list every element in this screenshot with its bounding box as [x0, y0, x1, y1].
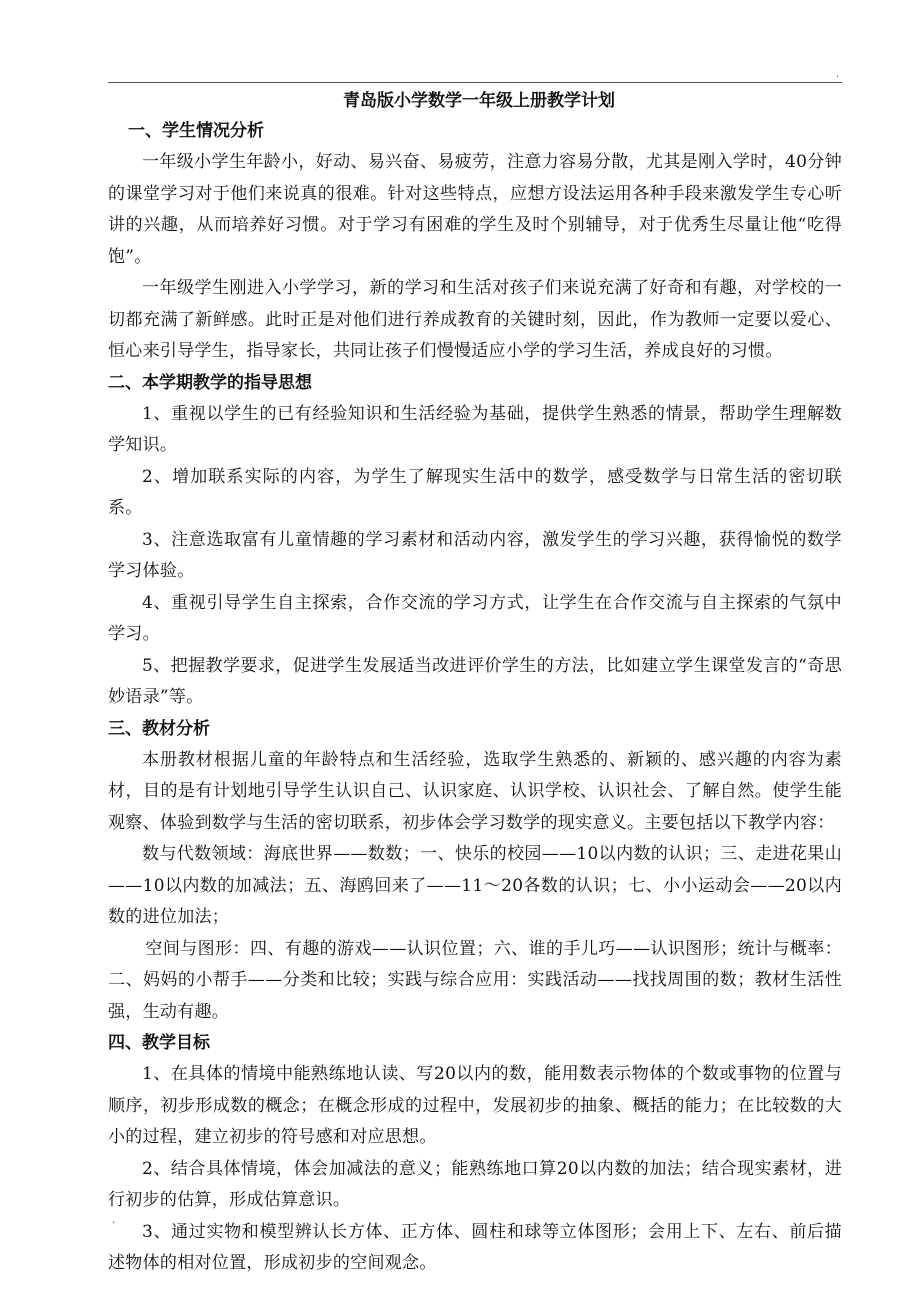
paragraph: 一年级学生刚进入小学学习，新的学习和生活对孩子们来说充满了好奇和有趣，对学校的一切都充满了新鲜感。此时正是对他们进行养成教育的关键时刻，因此，作为教师一定要以爱心、恒心来引导学生，指导家长，共同让孩子们慢慢适应小学的学习生活，养成良好的习惯。 — [108, 278, 842, 361]
paragraph: 1、重视以学生的已有经验知识和生活经验为基础，提供学生熟悉的情景，帮助学生理解数学知识。 — [108, 403, 842, 455]
paragraph: 本册教材根据儿童的年龄特点和生活经验，选取学生熟悉的、新颖的、感兴趣的内容为素材，目的是有计划地引导学生认识自己、认识家庭、认识学校、认识社会、了解自然。使学生能观察、体验到数学与生活的密切联系，初步体会学习数学的现实意义。主要包括以下教学内容： — [108, 749, 842, 833]
paragraph: 2、增加联系实际的内容，为学生了解现实生活中的数学，感受数学与日常生活的密切联系。 — [108, 466, 842, 518]
paragraph: 数与代数领域：海底世界——数数；一、快乐的校园——10以内数的认识；三、走进花果山——10以内数的加减法；五、海鸥回来了——11～20各数的认识；七、小小运动会——20以内数的进位加法； — [108, 844, 842, 927]
paragraph: 1、在具体的情境中能熟练地认读、写20以内的数，能用数表示物体的个数或事物的位置与顺序，初步形成数的概念；在概念形成的过程中，发展初步的抽象、概括的能力；在比较数的大小的过程，建立初步的符号感和对应思想。 — [108, 1064, 842, 1147]
document-page — [108, 86, 842, 1280]
paragraph: 3、通过实物和模型辨认长方体、正方体、圆柱和球等立体图形；会用上下、左右、前后描述物体的相对位置，形成初步的空间观念。 — [108, 1221, 842, 1273]
section-heading-1: 一、学生情况分析 — [128, 121, 264, 141]
paragraph: 空间与图形：四、有趣的游戏——认识位置；六、谁的手儿巧——认识图形；统计与概率：二、妈妈的小帮手——分类和比较；实践与综合应用：实践活动——找找周围的数；教材生活性强，生动有趣。 — [108, 938, 842, 1022]
paragraph: 5、把握教学要求，促进学生发展适当改进评价学生的方法，比如建立学生课堂发言的“奇思妙语录”等。 — [108, 655, 842, 707]
section-heading-4: 四、教学目标 — [108, 1033, 210, 1053]
paragraph: 3、注意选取富有儿童情趣的学习素材和活动内容，激发学生的学习兴趣，获得愉悦的数学学习体验。 — [108, 529, 842, 581]
header-dot-mark: . — [836, 69, 840, 80]
paragraph: 4、重视引导学生自主探索，合作交流的学习方式，让学生在合作交流与自主探索的气氛中学习。 — [108, 592, 842, 644]
document-title: 青岛版小学数学一年级上册教学计划 — [343, 91, 615, 111]
footer-dot-mark: . — [112, 1215, 116, 1226]
section-heading-2: 二、本学期教学的指导思想 — [108, 372, 312, 393]
header-rule — [108, 82, 842, 83]
paragraph: 一年级小学生年龄小，好动、易兴奋、易疲劳，注意力容易分散，尤其是刚入学时，40分钟的课堂学习对于他们来说真的很难。针对这些特点，应想方设法运用各种手段来激发学生专心听讲的兴趣，从而培养好习惯。对于学习有困难的学生及时个别辅导，对于优秀生尽量让他“吃得饱”。 — [108, 152, 842, 267]
section-heading-3: 三、教材分析 — [108, 718, 210, 739]
paragraph: 2、结合具体情境，体会加减法的意义；能熟练地口算20以内数的加法；结合现实素材，进行初步的估算，形成估算意识。 — [108, 1158, 842, 1210]
